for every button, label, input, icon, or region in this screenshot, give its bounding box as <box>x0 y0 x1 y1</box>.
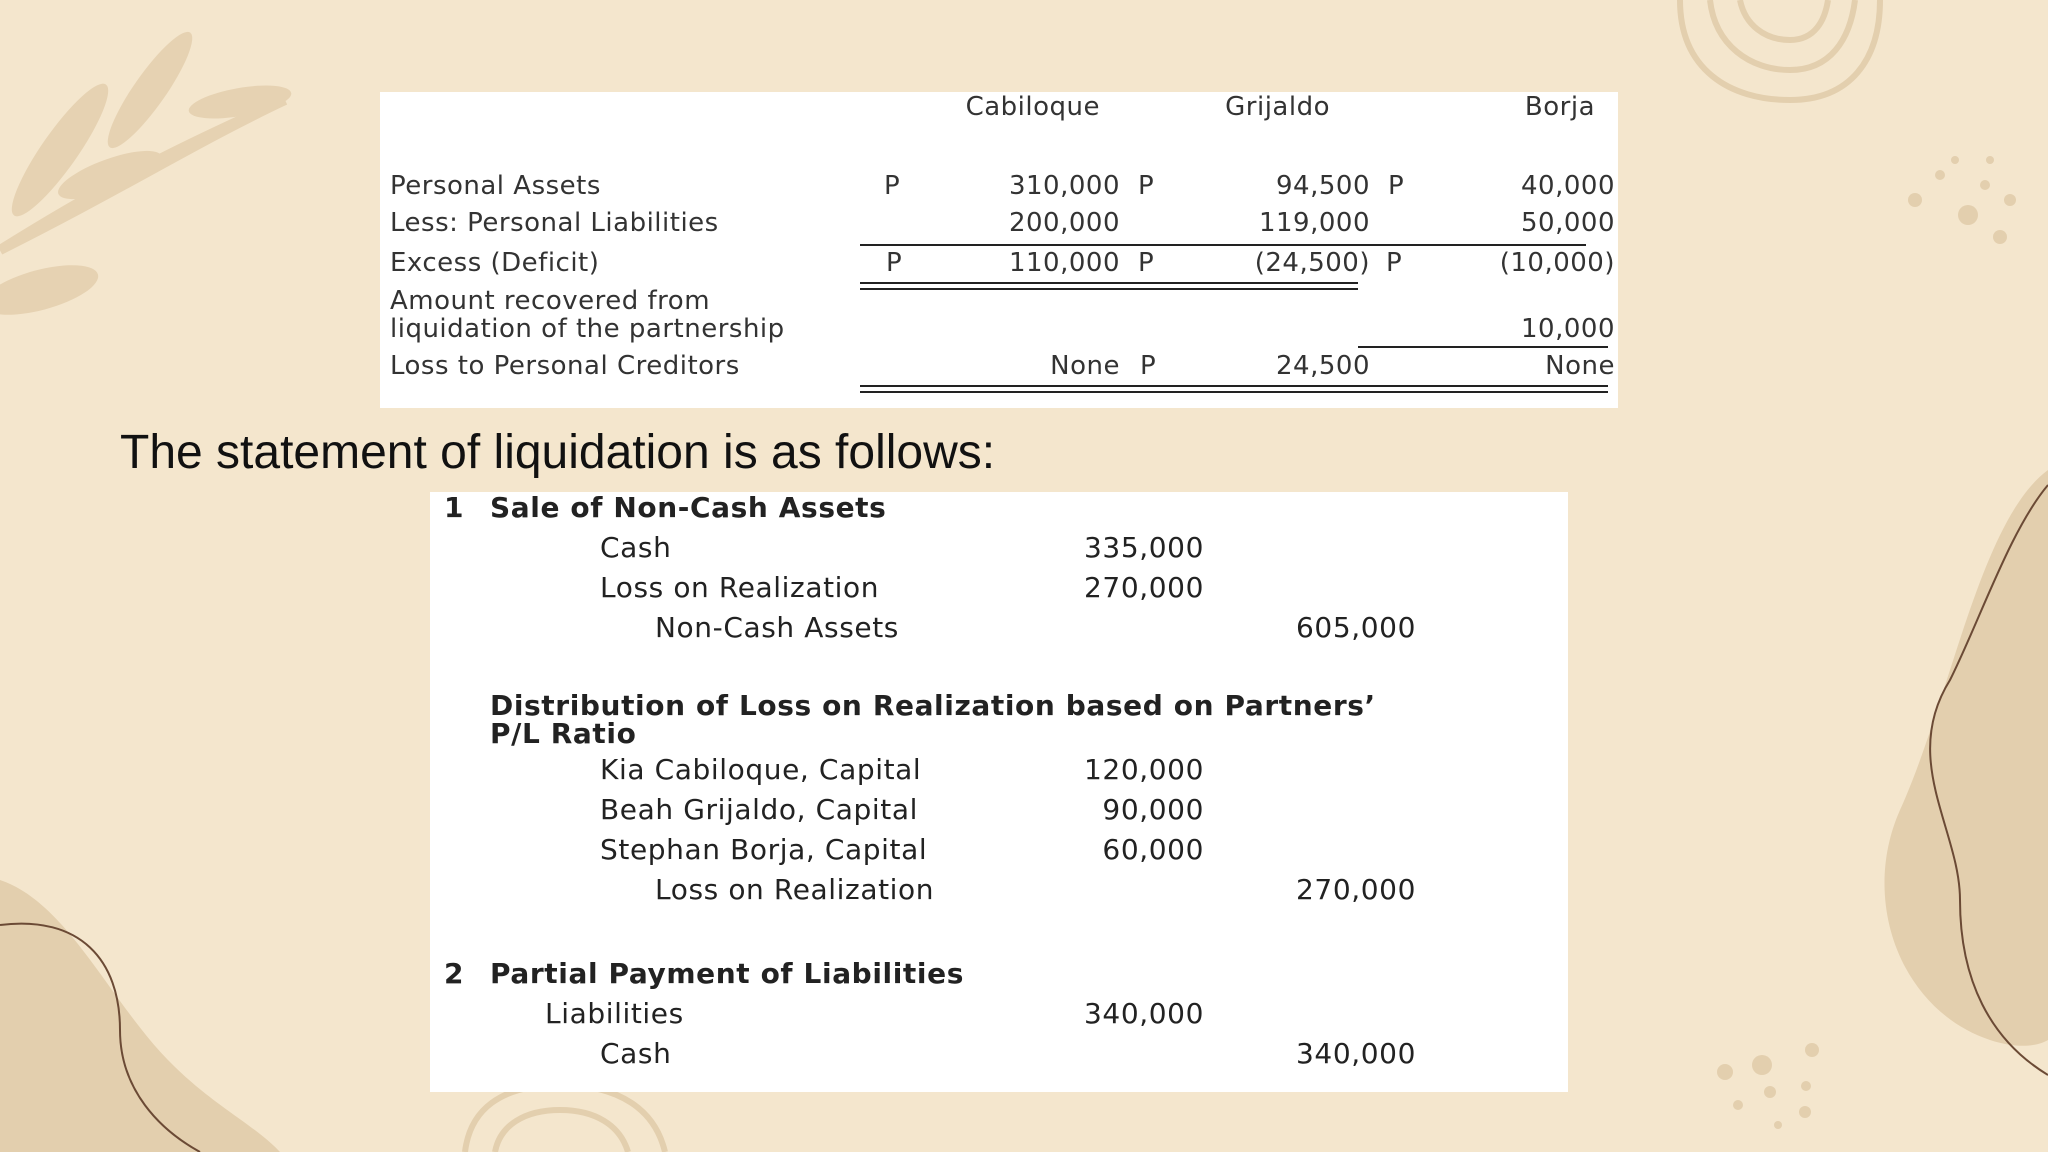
arches-decoration-bottom <box>465 1085 665 1152</box>
column-header-cabiloque-text: Cabiloque <box>965 92 1100 122</box>
entry-title: Partial Payment of Liabilities <box>490 957 964 990</box>
cell-value: (24,500) <box>1254 248 1370 278</box>
debit-amount: 120,000 <box>1084 753 1204 786</box>
credit-account: Cash <box>600 1037 672 1070</box>
cell-value: (10,000) <box>1499 248 1615 278</box>
blob-decoration-right <box>1884 470 2048 1075</box>
credit-amount: 270,000 <box>1296 873 1416 906</box>
double-rule-bottom <box>860 288 1358 290</box>
personal-assets-table <box>380 92 1618 408</box>
peso-sign: P <box>886 248 903 278</box>
row-label: Excess (Deficit) <box>390 248 600 278</box>
column-header-grijaldo: Grijaldo <box>1225 92 1330 122</box>
cell-value: 110,000 <box>1008 248 1120 278</box>
cell-value: 50,000 <box>1521 208 1615 238</box>
debit-account: Kia Cabiloque, Capital <box>600 753 922 786</box>
distribution-title-line1: Distribution of Loss on Realization based on Partners’ <box>490 689 1376 722</box>
total-double-rule-top <box>860 385 1608 387</box>
row-label: Personal Assets <box>390 171 601 201</box>
debit-amount: 90,000 <box>1102 793 1204 826</box>
credit-amount: 340,000 <box>1296 1037 1416 1070</box>
debit-account: Liabilities <box>545 997 684 1030</box>
debit-amount: 340,000 <box>1084 997 1204 1030</box>
peso-sign: P <box>884 171 901 201</box>
liquidation-journal <box>430 492 1568 1092</box>
leaf-branch-decoration <box>0 23 294 324</box>
blob-decoration-bottom-left <box>0 880 280 1152</box>
cell-value: 10,000 <box>1521 314 1615 344</box>
row-label: Loss to Personal Creditors <box>390 351 740 381</box>
debit-amount: 270,000 <box>1084 571 1204 604</box>
peso-sign: P <box>1388 171 1405 201</box>
slide-heading: The statement of liquidation is as follows: <box>120 426 996 479</box>
row-label-line2: liquidation of the partnership <box>390 314 785 344</box>
peso-sign: P <box>1386 248 1403 278</box>
spiral-decoration-top <box>1680 0 1880 100</box>
debit-account: Loss on Realization <box>600 571 880 604</box>
entry-title: Sale of Non-Cash Assets <box>490 491 887 524</box>
dots-decoration-right <box>1908 156 2016 244</box>
column-header-borja: Borja <box>1524 92 1595 122</box>
debit-amount: 335,000 <box>1084 531 1204 564</box>
credit-account: Loss on Realization <box>655 873 935 906</box>
credit-amount: 605,000 <box>1296 611 1416 644</box>
cell-value: 119,000 <box>1258 208 1370 238</box>
dots-decoration-bottom-right <box>1717 1043 1819 1129</box>
debit-account: Beah Grijaldo, Capital <box>600 793 919 826</box>
cell-value: 40,000 <box>1521 171 1615 201</box>
debit-account: Stephan Borja, Capital <box>600 833 928 866</box>
distribution-title-line2: P/L Ratio <box>490 717 637 750</box>
entry-number: 2 <box>444 957 465 990</box>
entry-number: 1 <box>444 491 465 524</box>
subtotal-rule <box>860 244 1586 246</box>
peso-sign: P <box>1140 351 1157 381</box>
cell-value: None <box>1545 351 1615 381</box>
debit-account: Cash <box>600 531 672 564</box>
row-label: Less: Personal Liabilities <box>390 208 719 238</box>
cell-value: 24,500 <box>1276 351 1370 381</box>
cell-value: None <box>1050 351 1120 381</box>
peso-sign: P <box>1138 248 1155 278</box>
total-double-rule-bottom <box>860 391 1608 393</box>
cell-value: 94,500 <box>1276 171 1370 201</box>
cell-value: 310,000 <box>1008 171 1120 201</box>
cell-value: 200,000 <box>1008 208 1120 238</box>
borja-subtotal-rule <box>1358 346 1608 348</box>
credit-account: Non-Cash Assets <box>655 611 899 644</box>
double-rule-top <box>860 282 1358 284</box>
debit-amount: 60,000 <box>1102 833 1204 866</box>
row-label-line1: Amount recovered from <box>390 286 711 316</box>
peso-sign: P <box>1138 171 1155 201</box>
